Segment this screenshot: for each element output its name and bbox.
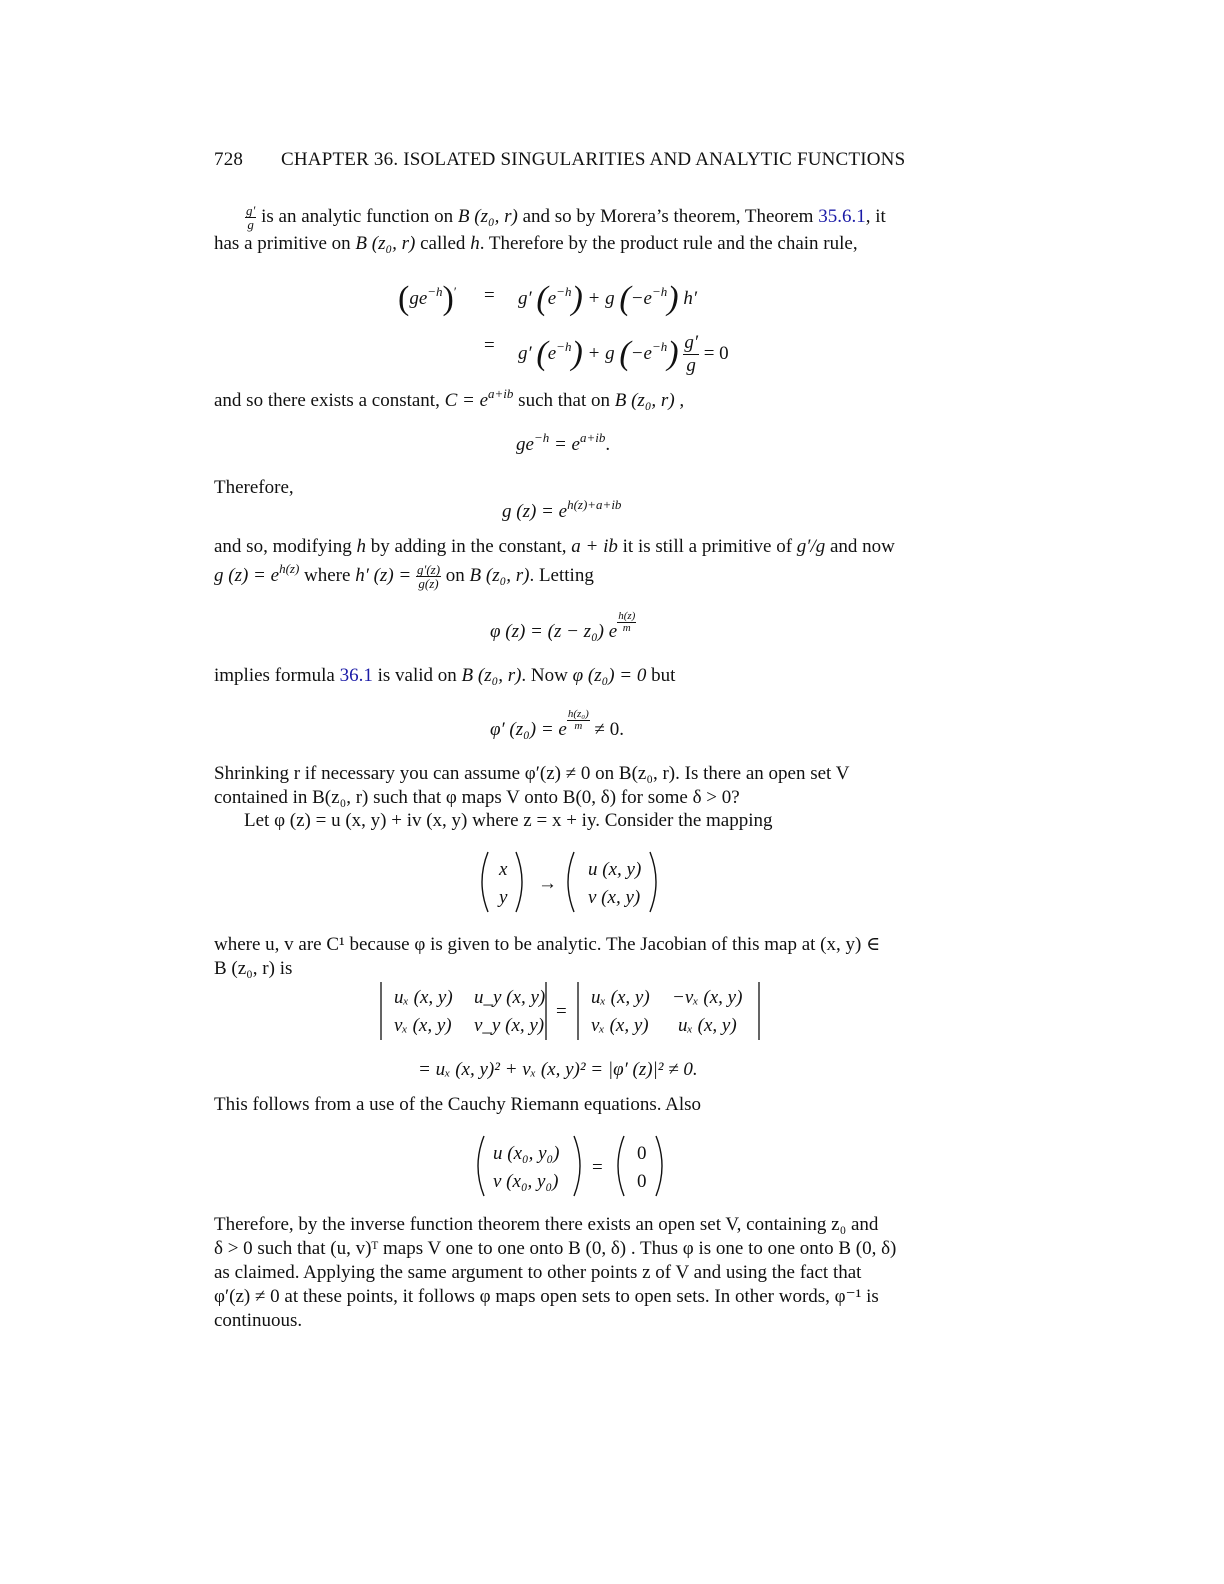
chapter-header: CHAPTER 36. ISOLATED SINGULARITIES AND ANALYTIC FUNCTIONS — [281, 149, 906, 170]
paragraph-line-17: continuous. — [214, 1310, 303, 1331]
paragraph-line-9: Let φ (z) = u (x, y) + iv (x, y) where z = x + iy. Consider the mapping — [244, 810, 773, 831]
paragraph-line-11: B (z₀, r) is — [214, 958, 293, 979]
paragraph-line-16: φ′(z) ≠ 0 at these points, it follows φ maps open sets to open sets. In other words, φ⁻¹ is — [214, 1286, 879, 1307]
paragraph-line-6: implies formula 36.1 is valid on B (z₀, r). Now φ (z₀) = 0 but — [214, 665, 676, 686]
jacobian-equals: = — [556, 1001, 567, 1022]
vector-equals: = — [592, 1157, 603, 1178]
fraction-gprime-over-g: $\frac{g'}{g}$ — [246, 203, 256, 232]
vector-u: u (x₀, y₀) — [493, 1143, 560, 1164]
map-v: v (x, y) — [588, 887, 641, 908]
jacobian-b22: uₓ (x, y) — [678, 1015, 737, 1036]
display-derivative-rhs-1: g′ $(e^{-h}) + g$ $(-e^{-h})$ h′ — [518, 280, 697, 317]
map-y: y — [499, 887, 508, 908]
paragraph-line-2: has a primitive on B (z₀, r) called h. Therefore by the product rule and the chain rule, — [214, 233, 858, 254]
display-phi-definition: φ (z) = (z − z₀) e $\frac{h(z)}{m}$ — [490, 610, 636, 642]
display-ge-equation: $ge^{-h} = e^{a+ib}$. — [516, 430, 611, 455]
jacobian-result: = uₓ (x, y)² + vₓ (x, y)² = |φ′ (z)|² ≠ 0. — [418, 1059, 698, 1080]
paragraph-line-7: Shrinking r if necessary you can assume φ′(z) ≠ 0 on B(z₀, r). Is there an open set V — [214, 763, 850, 784]
jacobian-b21: vₓ (x, y) — [591, 1015, 649, 1036]
vector-v: v (x₀, y₀) — [493, 1171, 559, 1192]
display-eq-sign-1: = — [484, 285, 495, 306]
map-u: u (x, y) — [588, 859, 642, 880]
theorem-link[interactable]: 35.6.1 — [818, 205, 866, 227]
therefore-label: Therefore, — [214, 477, 294, 498]
vector-zero-2: 0 — [637, 1171, 647, 1192]
paragraph-line-15: as claimed. Applying the same argument to other points z of V and using the fact that — [214, 1262, 862, 1283]
paragraph-line-1: $\frac{g'}{g}$ is an analytic function on B (z₀, r) and so by Morera’s theorem, Theorem 35.6.1, it — [246, 203, 886, 232]
map-x: x — [499, 859, 508, 880]
jacobian-a12: u_y (x, y) — [474, 987, 546, 1008]
jacobian-b11: uₓ (x, y) — [591, 987, 650, 1008]
paragraph-line-14: δ > 0 such that (u, v)ᵀ maps V one to one onto B (0, δ) . Thus φ is one to one onto B (0, δ) — [214, 1238, 897, 1259]
formula-link[interactable]: 36.1 — [339, 665, 373, 686]
paragraph-line-12: This follows from a use of the Cauchy Riemann equations. Also — [214, 1094, 702, 1115]
paragraph-line-8: contained in B(z₀, r) such that φ maps V onto B(0, δ) for some δ > 0? — [214, 787, 740, 808]
paragraph-line-3: and so there exists a constant, $C = e^{a+ib}$ such that on B (z₀, r) , — [214, 386, 685, 411]
paragraph-line-10: where u, v are C¹ because φ is given to be analytic. The Jacobian of this map at (x, y) ∈ — [214, 934, 881, 955]
jacobian-a21: vₓ (x, y) — [394, 1015, 452, 1036]
vector-zero-1: 0 — [637, 1143, 647, 1164]
display-phi-prime: φ′ (z₀) = e $\frac{\text{h(z₀)}}{m}$ ≠ 0. — [490, 708, 624, 740]
jacobian-a22: v_y (x, y) — [474, 1015, 545, 1036]
paragraph-line-5: g $(z) = e^{h(z)}$ where h′ (z) = $\frac{g'(z)}{g(z)}$ on B (z₀, r). Letting — [214, 560, 594, 591]
display-g-equation: g $(z) = e^{h(z)+a+ib}$ — [502, 497, 622, 522]
paragraph-line-4: and so, modifying h by adding in the constant, a + ib it is still a primitive of g′/g and now — [214, 536, 895, 557]
jacobian-a11: uₓ (x, y) — [394, 987, 453, 1008]
display-derivative-rhs-2: g′ $(e^{-h}) + g$ $(-e^{-h})$ $\frac{g'}{g}$ = 0 — [518, 332, 729, 376]
page-number: 728 — [214, 149, 244, 170]
paragraph-line-13: Therefore, by the inverse function theorem there exists an open set V, containing z₀ and — [214, 1214, 879, 1235]
jacobian-b12: −vₓ (x, y) — [672, 987, 743, 1008]
map-arrow: → — [538, 873, 557, 894]
display-eq-sign-2: = — [484, 335, 495, 356]
display-derivative-lhs: $(ge^{-h})'$ — [398, 280, 457, 317]
